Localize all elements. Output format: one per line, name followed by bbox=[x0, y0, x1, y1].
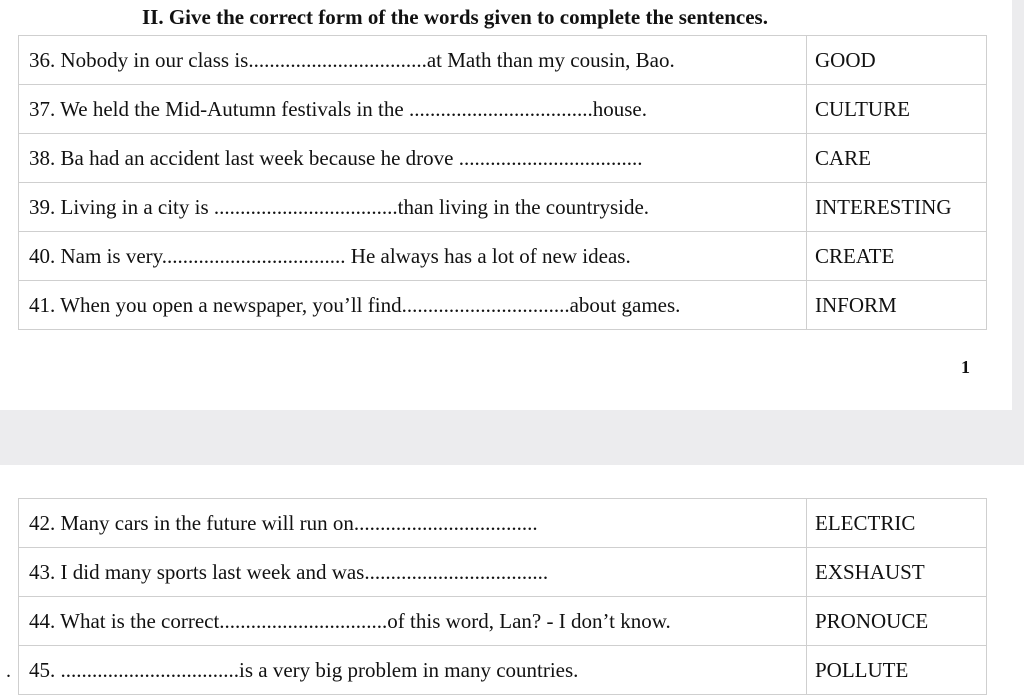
page-gap bbox=[0, 410, 1024, 465]
exercise-heading: II. Give the correct form of the words given to complete the sentences. bbox=[142, 5, 768, 29]
page-number: 1 bbox=[961, 357, 970, 377]
word-cell: EXSHAUST bbox=[807, 548, 987, 597]
table-row bbox=[19, 646, 987, 695]
word-cell: INFORM bbox=[807, 281, 987, 330]
question-cell: 37. We held the Mid-Autumn festivals in the ...................................house. bbox=[19, 85, 807, 134]
exercise-table-bottom bbox=[18, 498, 987, 695]
word-cell: GOOD bbox=[807, 36, 987, 85]
word-cell: CULTURE bbox=[807, 85, 987, 134]
table-row bbox=[19, 183, 987, 232]
table-row bbox=[19, 36, 987, 85]
word-cell: CARE bbox=[807, 134, 987, 183]
word-cell: CREATE bbox=[807, 232, 987, 281]
word-cell: INTERESTING bbox=[807, 183, 987, 232]
table-row bbox=[19, 281, 987, 330]
question-cell: 40. Nam is very................................... He always has a lot of new ideas. bbox=[19, 232, 807, 281]
table-row bbox=[19, 232, 987, 281]
question-cell: 36. Nobody in our class is..................................at Math than my cousin, Bao. bbox=[19, 36, 807, 85]
table-row bbox=[19, 597, 987, 646]
table-row bbox=[19, 85, 987, 134]
question-cell: 45. ..................................is a very big problem in many countries. bbox=[19, 646, 807, 695]
question-cell: 38. Ba had an accident last week because he drove ................................... bbox=[19, 134, 807, 183]
word-cell: ELECTRIC bbox=[807, 499, 987, 548]
question-cell: 42. Many cars in the future will run on................................... bbox=[19, 499, 807, 548]
page-edge bbox=[1012, 0, 1024, 465]
table-row bbox=[19, 134, 987, 183]
question-cell: 41. When you open a newspaper, you’ll find................................about games. bbox=[19, 281, 807, 330]
exercise-table-top bbox=[18, 35, 987, 330]
question-cell: 43. I did many sports last week and was................................... bbox=[19, 548, 807, 597]
question-cell: 44. What is the correct................................of this word, Lan? - I don’t know. bbox=[19, 597, 807, 646]
margin-mark: . bbox=[6, 660, 11, 682]
word-cell: POLLUTE bbox=[807, 646, 987, 695]
word-cell: PRONOUCE bbox=[807, 597, 987, 646]
table-row bbox=[19, 548, 987, 597]
question-cell: 39. Living in a city is ...................................than living in the countryside. bbox=[19, 183, 807, 232]
table-row bbox=[19, 499, 987, 548]
